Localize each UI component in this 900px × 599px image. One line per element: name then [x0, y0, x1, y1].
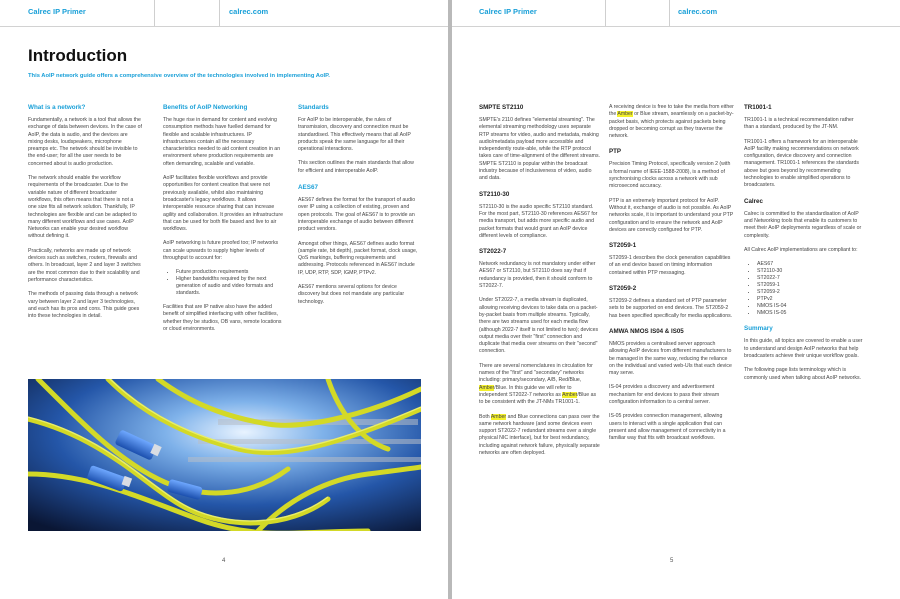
header-divider	[605, 0, 606, 26]
section-heading: SMPTE ST2110	[479, 104, 524, 111]
header-divider	[154, 0, 155, 26]
header-divider	[219, 0, 220, 26]
section-heading: AMWA NMOS IS04 & IS05	[609, 327, 684, 335]
text-run: /Blue. In this guide we will refer to independent ST2022-7 networks as	[479, 384, 572, 398]
left-page	[0, 0, 448, 599]
section-heading: Standards	[298, 104, 329, 111]
paragraph: TR1001-1 offers a framework for an interoperable AoIP facility making recommendations on network configuration, device discovery and connection management. TR1001-1 references the standards above but goes beyond by recommending technologies to enable simplified operations to broadcasters.	[744, 138, 859, 189]
header-divider	[669, 0, 670, 26]
paragraph: Calrec is committed to the standardisation of AoIP and Networking tools that enable its customers to meet their AoIP deployments regardless of scale or complexity.	[744, 210, 862, 239]
page-number: 4	[222, 558, 226, 564]
section-heading: ST2059-1	[609, 242, 637, 250]
text-run: A receiving device is free to take the media from either the	[609, 104, 734, 118]
paragraph	[609, 104, 734, 140]
paragraph: AES67 mentions several options for device discovery but does not mandate any particular technology.	[298, 284, 405, 305]
section-heading: TR1001-1	[744, 104, 772, 111]
header-url[interactable]: calrec.com	[678, 7, 718, 16]
paragraph: IS-05 provides connection management, allowing users to interact with a single application that can present and allow management of connectivity in a familiar way that fits with broadcast workflows.	[609, 413, 726, 442]
list-item: • AES67	[757, 261, 864, 268]
paragraph: Precision Timing Protocol, specifically version 2 (with a formal name of IEEE-1588-2008), is a method of synchronising clocks across a network with sub microsecond accuracy.	[609, 161, 731, 190]
list-item: • ST2059-2	[757, 289, 864, 296]
paragraph: AoIP networking is future proofed too; IP networks can scale upwards to supply higher levels of throughput to account for:	[163, 240, 279, 262]
column-smpte	[479, 104, 601, 464]
page-header	[0, 0, 448, 27]
column-standards	[298, 104, 418, 313]
paragraph: For AoIP to be interoperable, the rules of transmission, discovery and connection must be standardised. This effectively means that all AoIP products speak the same language for all their operational interactions.	[298, 117, 411, 153]
section-heading: ST2059-2	[609, 285, 637, 293]
highlighted-term: Amber	[617, 111, 633, 118]
text-run: /Blue as to be consistent with the JT-NMs TR1001-1.	[479, 391, 597, 406]
paragraph: SMPTE's 2110 defines "elemental streaming". The elemental streaming methodology uses separate RTP streams for video, audio and metadata, making audio/metadata payload more accessible and independently route-able, while the RTP protocol takes care of time-alignment of the different streams. SMPTE ST2110 is popular within the broadcast industry because of inclusiveness of video, audio and data.	[479, 117, 601, 182]
paragraph: AES67 defines the format for the transport of audio over IP using a collection of existing, proven and open protocols. The goal of AES67 is to provide an interoperable exchange of audio between different product vendors.	[298, 197, 416, 233]
paragraph: Fundamentally, a network is a tool that allows the exchange of data between devices. In the case of AoIP, the data is audio, and the devices are mixing desks, loudspeakers, microphone preamps etc. The network should be invisible to the end-user; for all the user needs to be concerned about is audio production.	[28, 117, 142, 167]
section-heading: What is a network?	[28, 104, 86, 111]
paragraph	[479, 414, 601, 458]
paragraph: PTP is an extremely important protocol for AoIP. Without it, exchange of audio is not possible. As AoIP networks scale, it is important to understand your PTP configuration and to ensure the network and AoIP devices are correctly configured for PTP.	[609, 197, 734, 233]
header-url[interactable]: calrec.com	[229, 7, 269, 16]
list-item: • NMOS IS-05	[757, 310, 864, 317]
paragraph: NMOS provides a centralised server approach allowing AoIP devices from different manufacturers to be managed in the same way, reducing the reliance on the individual and varied web-UIs that each device may serve.	[609, 340, 732, 377]
right-page	[452, 0, 900, 599]
paragraph: ST2059-2 defines a standard set of PTP parameter sets to be supported on end devices. The ST2059-2 has been specified specifically for media applications.	[609, 298, 733, 319]
section-heading: ST2110-30	[479, 190, 510, 198]
paragraph: In this guide, all topics are covered to enable a user to understand and design AoIP networks that help broadcasters achieve their unique workflow goals.	[744, 338, 863, 359]
highlighted-term: Amber	[490, 413, 507, 420]
paragraph: ST2110-30 is the audio specific ST2110 standard. For the most part, ST2110-30 references AES67 for media transport, but adds more specific audio and packet formats that would grant an AoIP device different levels of compliance.	[479, 203, 598, 239]
paragraph: Amongst other things, AES67 defines audio format (sample rate, bit depth), packet format, clock usage, QoS markings, buffering requirements and addressing. Protocols referenced in AES67 include IP, UDP, RTP, SDP, IGMP, PTPv2.	[298, 240, 418, 276]
section-heading: ST2022-7	[479, 248, 507, 256]
paragraph: ST2059-1 describes the clock generation capabilities of an end device based on timing information contained within PTP messaging.	[609, 255, 731, 276]
section-heading: Calrec	[744, 197, 763, 205]
list-item: • PTPv2	[757, 296, 864, 303]
column-tr1001-summary	[744, 104, 864, 389]
paragraph: IS-04 provides a discovery and advertisement mechanism for end devices to pass their stream configuration information to a central server.	[609, 384, 720, 406]
fiber-optic-illustration	[28, 379, 421, 531]
section-heading: AES67	[298, 184, 318, 192]
paragraph: The following page lists terminology which is commonly used when talking about AoIP networks.	[744, 367, 861, 381]
list-item: • Future production requirements	[176, 269, 283, 276]
list-item: • Higher bandwidths required by the next generation of audio and video formats and standards.	[176, 276, 283, 297]
text-run: and Blue connections can pass over the same network hardware (and some devices even support ST2022-7 redundant streams over a single physical NIC interface), but for best redundancy, including against network failure, physically separate networks are often deployed.	[479, 413, 600, 456]
paragraph: Under ST2022-7, a media stream is duplicated, allowing receiving devices to take data on a packet-by-packet basis from multiple streams. Typically, there are two streams used for each media flow (although 2022-7 itself is not limited to two); devices output media over their "first" connection and duplicate that media over streams on their "second" connection.	[479, 297, 599, 355]
list-item: • ST2110-30	[757, 268, 864, 275]
page-number: 5	[670, 558, 674, 564]
paragraph: The network should enable the workflow requirements of the broadcaster. Due to the variable nature of different broadcaster workflows, this often means that there is not a one size fits all network solution. Thankfully, IP technologies are flexible and can be adapted to many different workflows and use cases. AoIP Networks can enable your desired workflow without defining it.	[28, 175, 137, 240]
column-ptp-nmos	[609, 104, 734, 450]
text-run: There are several nomenclatures in circulation for names of the "first" and "secondary" networks including: primary/secondary, A/B, Red/Blue,	[479, 362, 593, 384]
paragraph: The methods of passing data through a network vary between layer 2 and layer 3 technologies, and each has its pros and cons. This guide goes into these technologies in detail.	[28, 291, 140, 320]
list-item: • ST2022-7	[757, 275, 864, 282]
paragraph: This section outlines the main standards that allow for efficient and interoperable AoIP.	[298, 160, 414, 174]
list-item: • NMOS IS-04	[757, 303, 864, 310]
text-run: Both	[479, 413, 490, 420]
section-heading: Benefits of AoIP Networking	[163, 104, 248, 111]
paragraph: All Calrec AoIP implementations are compliant to:	[744, 246, 858, 253]
header-brand: Calrec IP Primer	[479, 7, 537, 16]
paragraph: The huge rise in demand for content and evolving consumption methods have fuelled demand for flexible and scalable infrastructures. IP infrastructures contain all the necessary characteristics needed to aid content creation in an environment where production requirements are often demanding, scalable and variable.	[163, 117, 281, 167]
page-subtitle: This AoIP network guide offers a comprehensive overview of the technologies involved in implementing AoIP.	[28, 73, 330, 79]
page-header	[452, 0, 900, 27]
section-heading: PTP	[609, 148, 622, 156]
page-title: Introduction	[28, 46, 128, 65]
paragraph: TR1001-1 is a technical recommendation rather than a standard, produced by the JT-NM.	[744, 117, 854, 131]
paragraph: Practically, networks are made up of network devices such as switches, routers, firewalls and others. In broadcast, layer 2 and layer 3 switches are the most common due to their scalability and performance characteristics.	[28, 247, 141, 283]
text-run: or Blue stream, seamlessly on a packet-by-packet basis, which protects against packets being dropped or becoming corrupt as they traverse the network.	[609, 111, 734, 140]
highlighted-term: Amber	[562, 391, 578, 398]
highlighted-term: Amber	[479, 384, 495, 391]
list-item: • ST2059-1	[757, 282, 864, 289]
column-benefits	[163, 104, 283, 340]
section-heading: Summary	[744, 325, 773, 333]
paragraph: AoIP facilitates flexible workflows and provide opportunities for content creation that were not previously available, whilst also maintaining broadcaster's legacy workflows. It allows interoperable resource sharing that can increase agility and collaboration. It provides an infrastructure that can be used for both file based and live to air workflows.	[163, 175, 283, 233]
compliance-list	[744, 261, 864, 316]
paragraph: Network redundancy is not mandatory under either AES67 or ST2110, but ST2110 does say that if redundancy is provided, then it should conform to ST2022-7.	[479, 261, 596, 290]
paragraph	[479, 363, 601, 407]
paragraph: Facilities that are IP native also have the added benefit of simplified interfacing with other facilities, whether they be studios, OB vans, remote locations or cloud environments.	[163, 303, 282, 332]
column-what-is-network	[28, 104, 142, 327]
fiber-optic-cables-photo	[28, 379, 421, 531]
header-brand: Calrec IP Primer	[28, 7, 86, 16]
bullet-list	[163, 269, 283, 297]
